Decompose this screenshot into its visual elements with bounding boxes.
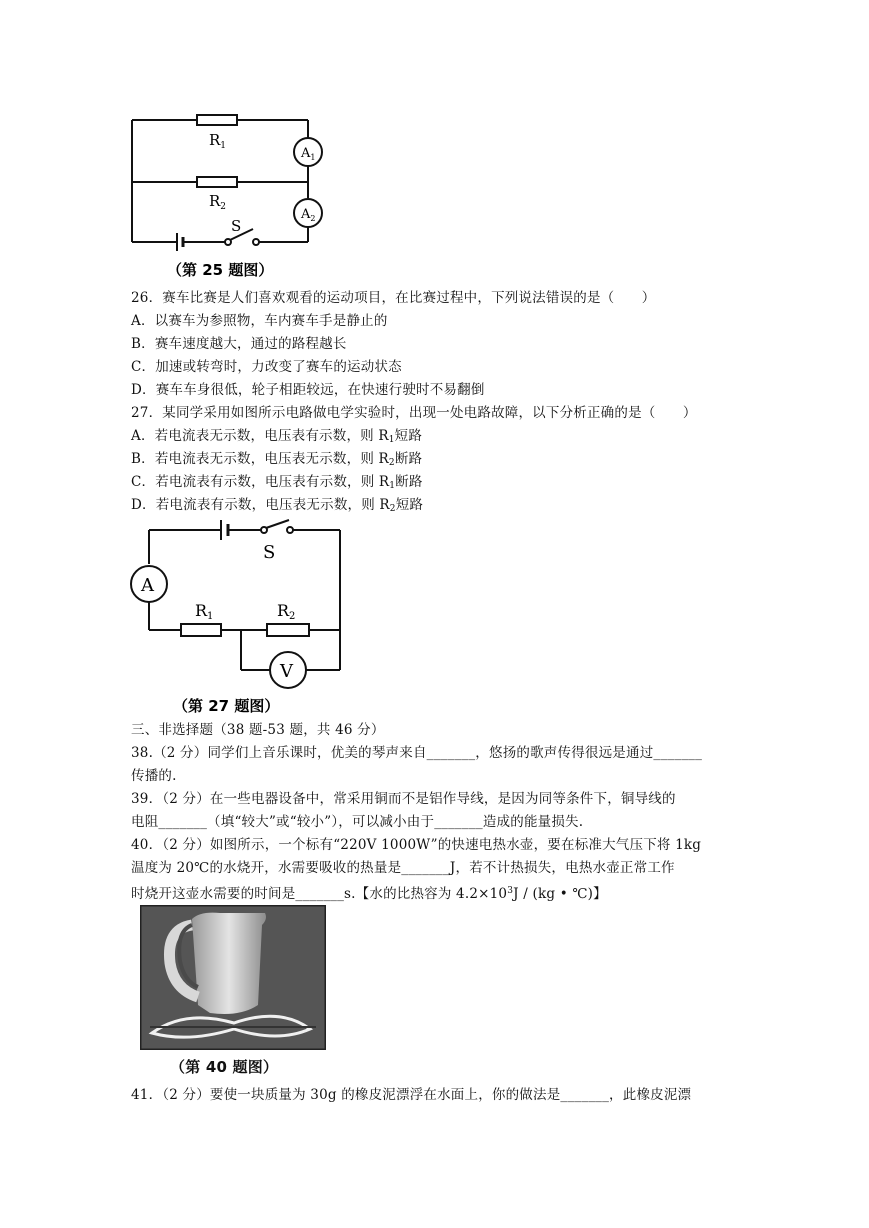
figure-25-caption: （第 25 题图） [167, 261, 274, 279]
label-switch: S [231, 217, 242, 235]
label-r1: R1 [195, 601, 214, 622]
q27-option-c: C．若电流表有示数，电压表有示数，则 $R_1$断路 [131, 474, 423, 491]
q27-option-b: B．若电流表无示数，电压表无示数，则 $R_2$断路 [131, 451, 423, 468]
q40-line-3: 时烧开这壶水需要的时间是_______s.【水的比热容为 $4.2\times 10^3J / (kg$ • ℃)】 [131, 886, 607, 902]
q38-line-2: 传播的. [131, 768, 177, 784]
q26-stem: 26．赛车比赛是人们喜欢观看的运动项目，在比赛过程中，下列说法错误的是（ ） [131, 290, 656, 306]
q27-option-a: A．若电流表无示数，电压表有示数，则 $R_1$短路 [131, 428, 423, 445]
q40-line-1: 40．（2 分）如图所示，一个标有“220V 1000W”的快速电热水壶，要在标准大气压下将 1kg [131, 837, 702, 853]
figure-40-caption: （第 40 题图） [170, 1058, 279, 1076]
resistor-r2 [267, 624, 309, 636]
resistor-r1 [181, 624, 221, 636]
q27-stem: 27．某同学采用如图所示电路做电学实验时，出现一处电路故障，以下分析正确的是（ ） [131, 405, 697, 421]
q26-option-b: B．赛车速度越大，通过的路程越长 [131, 336, 347, 352]
label-ammeter: A [141, 575, 154, 596]
label-r2: R2 [277, 601, 296, 622]
label-a2: $A_2$ [301, 207, 316, 223]
q26-option-a: A．以赛车为参照物，车内赛车手是静止的 [131, 313, 388, 329]
q39-line-1: 39．（2 分）在一些电器设备中，常采用铜而不是铝作导线，是因为同等条件下，铜导线的 [131, 791, 676, 807]
q41-line-1: 41．（2 分）要使一块质量为 30g 的橡皮泥漂浮在水面上，你的做法是_______，此橡皮泥漂 [131, 1087, 692, 1103]
label-switch: S [263, 542, 276, 563]
switch-lever [266, 520, 289, 528]
figure-40-kettle-photo [140, 905, 326, 1050]
q26-option-c: C．加速或转弯时，力改变了赛车的运动状态 [131, 359, 402, 375]
section-3-heading: 三、非选择题（38 题-53 题，共 46 分） [131, 722, 385, 738]
q27-option-d: D．若电流表有示数，电压表无示数，则 $R_2$短路 [131, 497, 424, 514]
q40-line-2: 温度为 20℃的水烧开，水需要吸收的热量是_______J，若不计热损失，电热水壶正常工作 [131, 860, 675, 876]
label-voltmeter: V [280, 661, 293, 682]
label-r1: $R_1$ [209, 131, 227, 151]
q26-option-d: D．赛车车身很低，轮子相距较远，在快速行驶时不易翻倒 [131, 382, 485, 398]
label-a1: $A_1$ [301, 146, 316, 162]
label-r2: $R_2$ [209, 192, 227, 212]
kettle-illustration [140, 905, 326, 1050]
figure-25-circuit [125, 105, 335, 285]
figure-27-caption: （第 27 题图） [173, 697, 280, 715]
q39-line-2: 电阻_______（填“较大”或“较小”），可以减小由于_______造成的能量损失. [131, 814, 584, 830]
resistor-r1 [197, 115, 237, 125]
figure-27-circuit [125, 518, 355, 718]
q38-line-1: 38.（2 分）同学们上音乐课时，优美的琴声来自_______，悠扬的歌声传得很远是通过_______ [131, 745, 703, 761]
kettle-body [192, 913, 266, 1014]
resistor-r2 [197, 177, 237, 187]
